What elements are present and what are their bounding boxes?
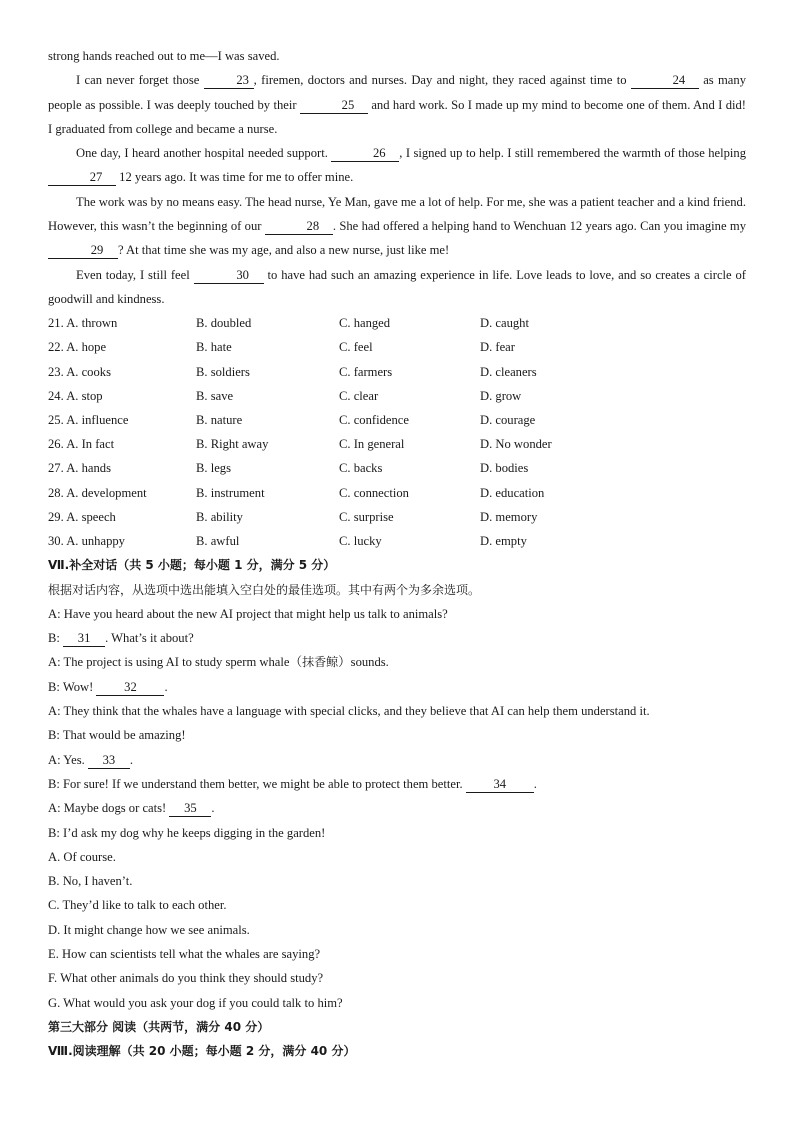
option-b: B. awful — [196, 534, 240, 549]
option-c: C. In general — [339, 437, 405, 452]
option-c: C. lucky — [339, 534, 382, 549]
option-row — [48, 311, 746, 335]
option-row — [48, 529, 746, 553]
option-b: B. legs — [196, 461, 231, 476]
dialogue-line: B: For sure! If we understand them better, we might be able to protect them better. 34 . — [48, 776, 537, 791]
option-b: B. doubled — [196, 316, 252, 331]
option-d: D. fear — [480, 340, 515, 355]
choice-item: C. They’d like to talk to each other. — [48, 898, 227, 913]
blank-23: 23 — [204, 73, 254, 89]
paragraph-4: Even today, I still feel 30 to have had such an amazing experience in life. Love leads to love, and so creates a circle of goodwill and kindness. — [48, 267, 747, 306]
option-d: D. caught — [480, 316, 529, 331]
part-3-title: 第三大部分 阅读（共两节，满分 40 分） — [48, 1019, 270, 1034]
option-b: B. Right away — [196, 437, 269, 452]
blank-34: 34 — [466, 777, 534, 793]
option-d: D. No wonder — [480, 437, 552, 452]
dialogue-line: A: Have you heard about the new AI project that might help us talk to animals? — [48, 606, 448, 621]
option-row — [48, 505, 746, 529]
option-d: D. grow — [480, 388, 522, 403]
paragraph-continuation: strong hands reached out to me—I was saved. — [48, 49, 280, 63]
option-c: C. connection — [339, 485, 409, 500]
option-a: 30. A. unhappy — [48, 534, 125, 549]
option-a: 26. A. In fact — [48, 437, 115, 452]
dialogue-line: B: I’d ask my dog why he keeps digging in the garden! — [48, 825, 326, 840]
choice-item: B. No, I haven’t. — [48, 874, 133, 889]
option-c: C. surprise — [339, 509, 394, 524]
blank-29: 29 — [48, 243, 118, 259]
dialogue-choices — [48, 845, 746, 1015]
blank-32: 32 — [96, 680, 164, 696]
paragraph-3: The work was by no means easy. The head nurse, Ye Man, gave me a lot of help. For me, she was a patient teacher and a kind friend. However, this wasn’t the beginning of our 28 . She had offered a helping hand to Wenchuan 12 years ago. Can you imagine my 29 ? At that time she was my age, and also a new nurse, just like me! — [48, 194, 746, 258]
blank-27: 27 — [48, 170, 116, 186]
blank-26: 26 — [331, 146, 399, 162]
option-d: D. courage — [480, 413, 536, 428]
option-d: D. bodies — [480, 461, 529, 476]
choice-item: F. What other animals do you think they should study? — [48, 971, 324, 986]
exam-page — [48, 44, 746, 1064]
blank-31: 31 — [63, 631, 105, 647]
dialogue-line: B: 31 . What’s it about? — [48, 631, 194, 646]
dialogue-line: B: Wow! 32 . — [48, 679, 168, 694]
section-7-instruction: 根据对话内容，从选项中选出能填入空白处的最佳选项。其中有两个为多余选项。 — [48, 582, 481, 597]
option-b: B. ability — [196, 509, 243, 524]
option-d: D. cleaners — [480, 364, 537, 379]
option-a: 24. A. stop — [48, 388, 103, 403]
option-a: 29. A. speech — [48, 509, 116, 524]
option-c: C. confidence — [339, 413, 409, 428]
option-a: 25. A. influence — [48, 413, 129, 428]
option-b: B. instrument — [196, 485, 265, 500]
option-a: 22. A. hope — [48, 340, 107, 355]
option-a: 23. A. cooks — [48, 364, 111, 379]
choice-item: D. It might change how we see animals. — [48, 922, 250, 937]
choice-item: A. Of course. — [48, 849, 116, 864]
paragraph-2: One day, I heard another hospital needed support. 26 , I signed up to help. I still remembered the warmth of those helping 27 12 years ago. It was time for me to offer mine. — [48, 141, 746, 190]
section-8-title: Ⅷ.阅读理解（共 20 小题；每小题 2 分，满分 40 分） — [48, 1044, 356, 1059]
option-a: 21. A. thrown — [48, 316, 118, 331]
choice-item: E. How can scientists tell what the whales are saying? — [48, 947, 321, 962]
option-d: D. education — [480, 485, 545, 500]
blank-25: 25 — [300, 98, 368, 114]
dialogue-line: A: The project is using AI to study sperm whale（抹香鲸）sounds. — [48, 655, 389, 670]
dialogue-line: A: Maybe dogs or cats! 35 . — [48, 801, 215, 816]
blank-30: 30 — [194, 268, 264, 284]
option-d: D. memory — [480, 509, 538, 524]
option-a: 28. A. development — [48, 485, 147, 500]
option-c: C. farmers — [339, 364, 393, 379]
section-7-title: Ⅶ.补全对话（共 5 小题；每小题 1 分，满分 5 分） — [48, 558, 336, 573]
dialogue-line: A: They think that the whales have a language with special clicks, and they believe that AI can help them understand it. — [48, 704, 650, 719]
dialogue-line: A: Yes. 33 . — [48, 752, 134, 767]
option-row — [48, 432, 746, 456]
option-b: B. hate — [196, 340, 232, 355]
option-a: 27. A. hands — [48, 461, 111, 476]
dialogue — [48, 602, 746, 845]
option-row — [48, 384, 746, 408]
option-c: C. feel — [339, 340, 373, 355]
dialogue-line: B: That would be amazing! — [48, 728, 186, 743]
option-b: B. save — [196, 388, 234, 403]
option-b: B. soldiers — [196, 364, 250, 379]
blank-28: 28 — [265, 219, 333, 235]
blank-33: 33 — [88, 753, 130, 769]
blank-35: 35 — [169, 801, 211, 817]
option-c: C. backs — [339, 461, 383, 476]
cloze-options — [48, 311, 746, 553]
option-row — [48, 360, 746, 384]
choice-item: G. What would you ask your dog if you could talk to him? — [48, 995, 343, 1010]
sperm-whale-chinese: 抹香鲸 — [302, 655, 339, 670]
option-row — [48, 335, 746, 359]
option-row — [48, 456, 746, 480]
option-b: B. nature — [196, 413, 243, 428]
option-row — [48, 408, 746, 432]
paragraph-1: I can never forget those 23 , firemen, doctors and nurses. Day and night, they raced against time to 24 as many people as possible. I was deeply touched by their 25 and hard work. So I made up my mind to become one of them. And I did! I graduated from college and became a nurse. — [48, 73, 747, 136]
option-d: D. empty — [480, 534, 527, 549]
option-row — [48, 481, 746, 505]
option-c: C. clear — [339, 388, 379, 403]
blank-24: 24 — [631, 73, 699, 89]
option-c: C. hanged — [339, 316, 391, 331]
